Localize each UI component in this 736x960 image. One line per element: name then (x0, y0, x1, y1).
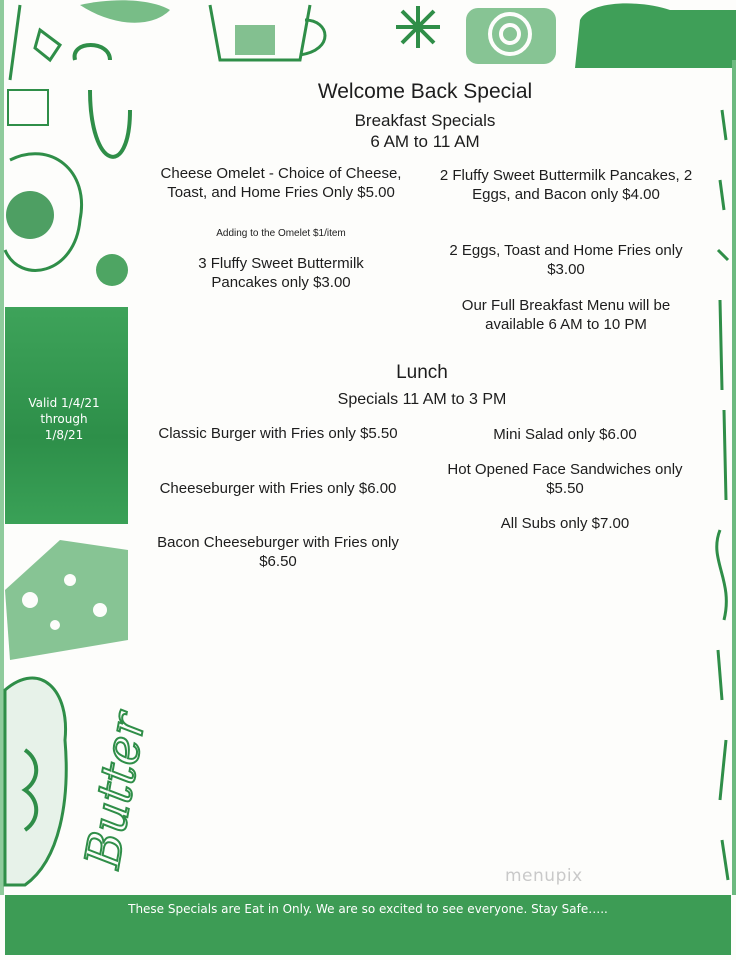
breakfast-item: Cheese Omelet - Choice of Cheese, Toast, and Home Fries Only $5.00 (160, 165, 402, 201)
cheese-icon (5, 540, 128, 660)
breakfast-heading-text: Breakfast Specials (354, 111, 496, 130)
tea-bag-icon (10, 5, 60, 80)
label-tag-icon (8, 90, 48, 125)
fried-egg-icon (5, 154, 128, 286)
swiss-roll-icon (466, 8, 556, 64)
breakfast-heading (270, 110, 580, 152)
bread-loaf-icon (5, 678, 66, 885)
lunch-item: Cheeseburger with Fries only $6.00 (159, 480, 397, 497)
teapot-icon (75, 45, 130, 157)
footer-banner (5, 895, 731, 955)
lunch-item: Hot Opened Face Sandwiches only $5.50 (447, 461, 683, 497)
right-food-sketch-border (714, 60, 736, 895)
breakfast-menu-note: Our Full Breakfast Menu will be available 6 AM to 10 PM (461, 297, 671, 333)
breakfast-hours: 6 AM to 11 AM (370, 132, 480, 151)
bread-slice-icon (575, 3, 736, 68)
breakfast-item: 2 Eggs, Toast and Home Fries only $3.00 (449, 242, 683, 278)
breakfast-item: 3 Fluffy Sweet Buttermilk Pancakes only $3.00 (198, 255, 364, 291)
valid-dates-text: Valid 1/4/21 through 1/8/21 (28, 396, 100, 442)
breakfast-item: 2 Fluffy Sweet Buttermilk Pancakes, 2 Eggs, and Bacon only $4.00 (439, 167, 693, 203)
page-title: Welcome Back Special (317, 80, 533, 103)
breakfast-note: Adding to the Omelet $1/item (216, 228, 346, 239)
lunch-item: All Subs only $7.00 (500, 515, 630, 532)
lunch-heading: Lunch (396, 362, 448, 383)
lunch-item: Classic Burger with Fries only $5.50 (158, 425, 398, 442)
menupix-watermark: menupix (505, 866, 583, 886)
butter-word: Butter (74, 708, 157, 873)
valid-dates-panel (5, 307, 128, 524)
lunch-item: Bacon Cheeseburger with Fries only $6.50 (157, 534, 399, 570)
lunch-item: Mini Salad only $6.00 (493, 426, 637, 443)
lunch-hours: Specials 11 AM to 3 PM (337, 391, 507, 408)
footer-text: These Specials are Eat in Only. We are so excited to see everyone. Stay Safe….. (128, 902, 608, 916)
star-herb-icon (396, 6, 440, 48)
